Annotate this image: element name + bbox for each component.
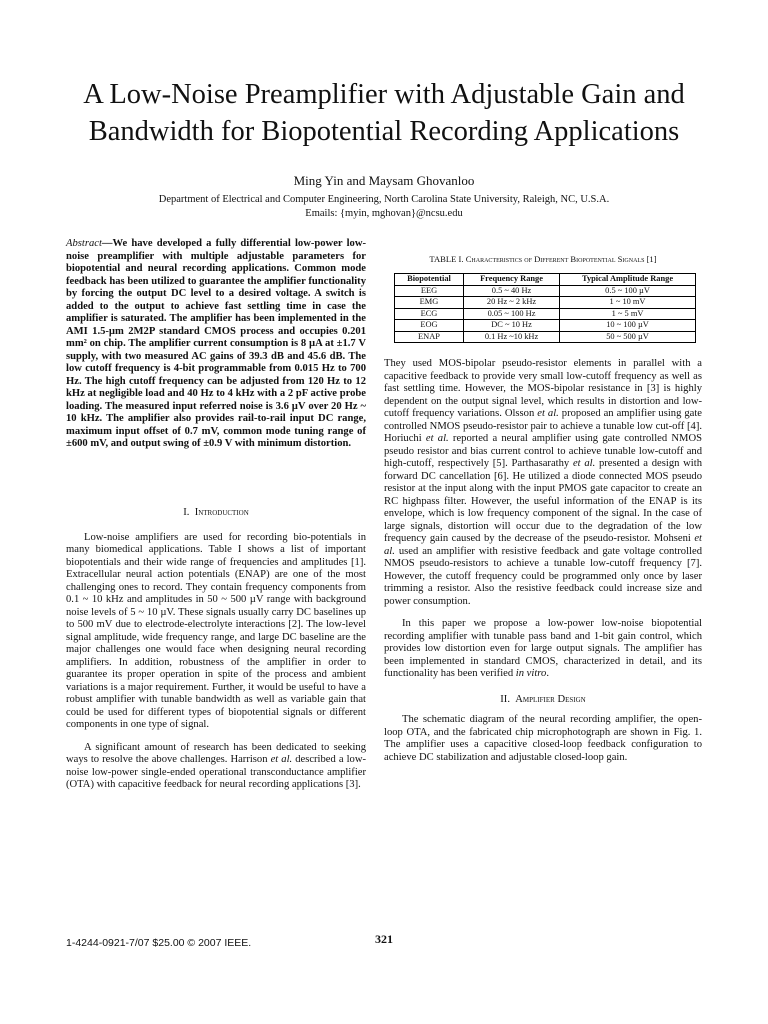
table-cell: 0.05 ~ 100 Hz [463,308,559,320]
table-row [395,308,696,320]
table-cell: ENAP [395,331,464,343]
table-cell: 10 ~ 100 µV [560,320,696,332]
text-run-italic: et al. [572,458,596,469]
text-run: described a low-noise low-power single-ended operational transconductance amplifier (OTA) with capacitive feedback for neural recording applications [3]. [66,754,366,790]
authors: Ming Yin and Maysam Ghovanloo [293,173,475,188]
text-run-italic: et al. [384,533,702,557]
table-cell: ECG [395,308,464,320]
text-run-italic: et al. [270,754,293,765]
table-row [395,297,696,309]
section-heading-amplifier-design [384,694,702,707]
table-cell: 1 ~ 10 mV [560,297,696,309]
table-cell: EMG [395,297,464,309]
table-header-cell: Biopotential [395,274,464,286]
left-column [66,238,366,451]
table-caption [384,254,702,264]
table-cell: DC ~ 10 Hz [463,320,559,332]
paper-title: A Low-Noise Preamplifier with Adjustable Gain and Bandwidth for Biopotential Recording Applications [83,79,685,147]
table-row [395,285,696,297]
table-cell: EEG [395,285,464,297]
text-run-italic: et al. [537,408,559,419]
intro-paragraph-1: Low-noise amplifiers are used for recording bio-potentials in many biomedical applications. Table I shows a list of important biopotentials and their wide range of frequencies and amplitudes [1]. Extracellular neural action potentials (ENAP) are one of the most challenging ones to record. They contain frequency components from 0.1 ~ 10 kHz and amplitudes in 50 ~ 500 µV range with background noise levels of 5 ~ 10 µV. These signals usually carry DC baselines up to 500 mV due to electrode-electrolyte interactions [2]. The low-level signal amplitude, wide frequency range, and large DC baseline are the major challenges one would face when designing neural recording amplifiers. In addition, robustness of the amplifier in order to guarantee its proper operation in spite of the process and ambient variations is a major requirement. Further, it would be useful to have a robust amplifier with tunable bandwidth as well as variable gain that could be used for different types of biopotential signals or different components in one type of signal. [66,531,366,730]
affiliation: Department of Electrical and Computer Engineering, North Carolina State University, Raleigh, NC, U.S.A. [158,194,610,205]
abstract-label: Abstract [66,238,102,249]
table-cell: 1 ~ 5 mV [560,308,696,320]
text-run: They used MOS-bipolar pseudo-resistor elements in parallel with a capacitive feedback to provide very small low-cutoff frequency as well as fast settling time. However, the MOS-bipolar resistance in [3] is highly dependent on the output signal level, which results in distortion and low-cutoff frequency variations. Olsson [384,358,702,419]
table-header-row [395,274,696,286]
text-run: presented a design with forward DC cancellation [6]. He utilized a diode connected MOS pseudo resistor at the input along with the input PMOS gate capacitor to create an RC highpass filter. However, the useful information of the ENAP is its envelope, which is low frequency component of the signal. In the case of large signals, distortion will occur due to the degradation of the low frequency gain caused by the decrease of the pseudo-resistor. Mohseni [384,458,702,544]
intro-paragraph-2 [66,742,366,792]
section-title: Introduction [194,507,249,518]
section-heading-introduction [66,507,366,520]
section-number: II. [500,693,510,705]
biopotential-table [394,273,696,343]
text-run-italic: et al. [425,433,449,444]
introduction-section [66,507,366,792]
emails: Emails: {myin, mghovan}@ncsu.edu [305,208,463,219]
table-cell: 0.5 ~ 100 µV [560,285,696,297]
table-row [395,320,696,332]
text-run: reported a neural amplifier using gate controlled NMOS pseudo resistor and bias current control to achieve tunable low-cutoff and high-cutoff, respectively [5]. Parthasarathy [384,433,703,469]
text-run: proposed an amplifier using gate controlled NMOS pseudo-resistor pair to achieve a tunable low cut-off [4]. Horiuchi [384,408,702,444]
table-row [395,331,696,343]
affiliation-block [0,193,768,221]
table-caption-label: TABLE I. [429,254,466,264]
text-run-italic: in vitro [515,668,547,679]
text-run: A significant amount of research has been dedicated to seeking ways to resolve the above challenges. Harrison [66,741,366,765]
section-number: I. [183,507,190,518]
body-paragraph [384,618,702,681]
table-caption-text: Characteristics of Different Biopotential Signals [1] [465,254,657,264]
body-paragraph [384,358,702,608]
abstract-text: —We have developed a fully differential low-power low-noise preamplifier with multiple adjustable parameters for biopotential and neural recording applications. Common mode feedback has been utilized to guarantee the amplifier functionality by forcing the output DC level to a desired voltage. A switch is added to the output to achieve fast settling time in case the amplifier is saturated. The amplifier has been implemented in the AMI 1.5-µm 2M2P standard CMOS process and occupies 0.201 mm² on chip. The amplifier current consumption is 8 µA at ±1.7 V supply, with two measured AC gains of 39.3 dB and 45.6 dB. The low cutoff frequency is 4-bit programmable from 0.015 Hz to 700 Hz. The high cutoff frequency can be adjusted from 120 Hz to 12 kHz at negligible load and 40 Hz to 4 kHz with a 2 pF active probe loading. The measured input referred noise is 3.6 µV over 20 Hz ~ 10 kHz. The amplifier also provides rail-to-rail input DC range, maximum input offset of 0.7 mV, common mode tuning range of ±600 mV, and output swing of ±0.9 V with minimum distortion. [66,238,366,449]
text-run: . [546,668,549,679]
table-cell: 50 ~ 500 µV [560,331,696,343]
copyright-notice: 1-4244-0921-7/07 $25.00 © 2007 IEEE. [66,937,252,949]
text-run: In this paper we propose a low-power low-noise biopotential recording amplifier with tunable pass band and 1-bit gain control, which provides low distortion even for large output signals. The amplifier has been implemented in standard CMOS, characterized in detail, and its functionality has been verified [384,618,702,679]
abstract [66,238,366,451]
right-column [384,358,702,764]
table-header-cell: Typical Amplitude Range [560,274,696,286]
table-cell: 0.1 Hz ~10 kHz [463,331,559,343]
page-number: 321 [375,932,393,946]
body-paragraph: The schematic diagram of the neural recording amplifier, the open-loop OTA, and the fabricated chip microphotograph are shown in Fig. 1. The amplifier uses a capacitive closed-loop feedback configuration to achieve DC stabilization and adjustable closed-loop gain. [384,714,702,763]
table-cell: 20 Hz ~ 2 kHz [463,297,559,309]
table-cell: 0.5 ~ 40 Hz [463,285,559,297]
section-title: Amplifier Design [515,693,586,705]
text-run: used an amplifier with resistive feedback and gate voltage controlled NMOS pseudo-resistors to achieve a tunable low-cutoff frequency [7]. However, the cutoff frequency could be programmed only once by laser trimming a resistor. Also the resistive feedback could increase size and power consumption. [384,545,702,607]
table-cell: EOG [395,320,464,332]
table-header-cell: Frequency Range [463,274,559,286]
